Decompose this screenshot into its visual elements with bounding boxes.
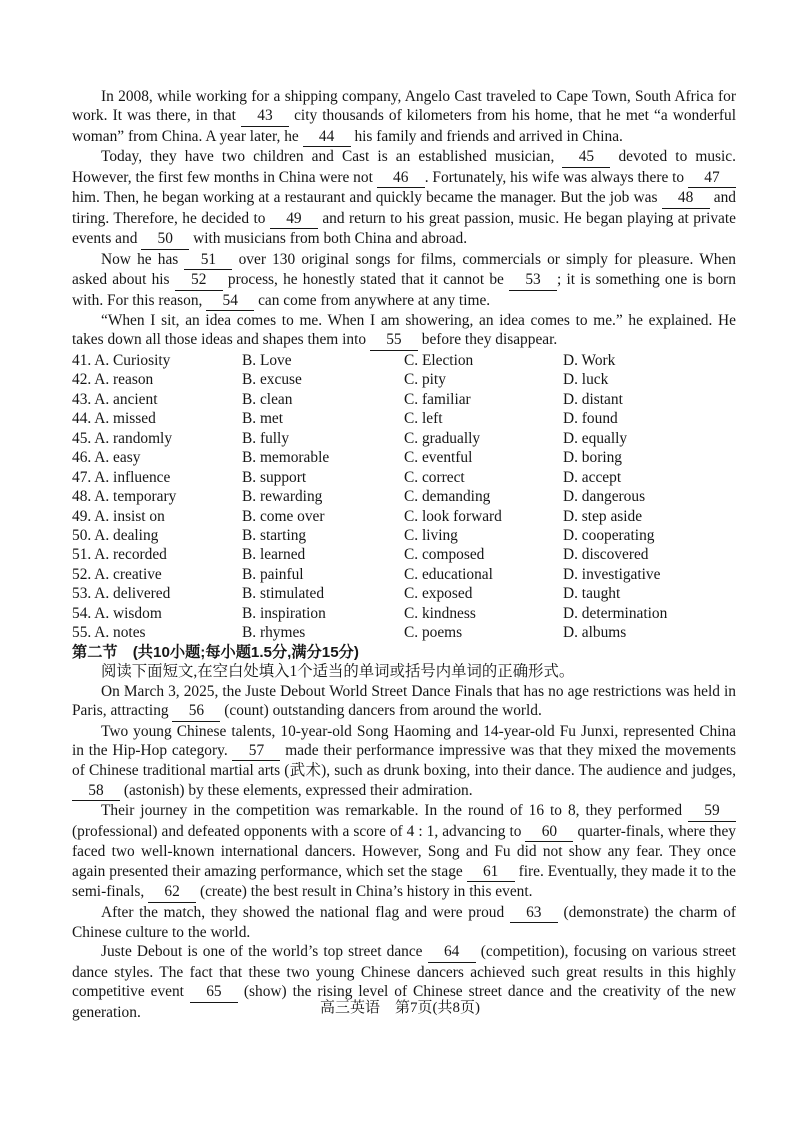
option-row-41 [72, 351, 736, 370]
blank-45: 45 [562, 147, 610, 167]
option-b: B. memorable [242, 449, 330, 467]
option-b: B. inspiration [242, 604, 326, 622]
option-row-42 [72, 370, 736, 389]
blank-64: 64 [428, 942, 476, 962]
blank-58: 58 [72, 781, 120, 801]
option-d: D. luck [563, 371, 609, 389]
question-number-and-option-a: 50. A. dealing [72, 526, 159, 544]
question-number-and-option-a: 41. A. Curiosity [72, 351, 171, 369]
option-b: B. starting [242, 526, 307, 544]
option-b: B. painful [242, 565, 304, 583]
question-number-and-option-a: 54. A. wisdom [72, 604, 162, 622]
blank-56: 56 [172, 701, 220, 721]
blank-54: 54 [206, 291, 254, 311]
option-c: C. pity [404, 371, 446, 389]
blank-62: 62 [148, 882, 196, 902]
option-row-44 [72, 409, 736, 428]
option-row-48 [72, 487, 736, 506]
option-b: B. rhymes [242, 624, 306, 642]
option-row-45 [72, 429, 736, 448]
blank-59: 59 [688, 801, 736, 821]
gap-fill-paragraph: Two young Chinese talents, 10-year-old Song Haoming and 14-year-old Fu Junxi, represented China in the Hip-Hop category. 57 made their performance impressive was that they mixed the movements of Chinese traditional martial arts (武术), such as drunk boxing, into their dance. The audience and judges, 58 (astonish) by these elements, expressed their admiration. [72, 722, 736, 802]
option-row-52 [72, 565, 736, 584]
option-d: D. accept [563, 468, 622, 486]
cloze-paragraph: Now he has 51 over 130 original songs for films, commercials or simply for pleasure. When asked about his 52 process, he honestly stated that it cannot be 53 ; it is something one is born with. For this reason, 54 can come from anywhere at any time. [72, 250, 736, 311]
page-content [72, 87, 736, 1022]
option-c: C. demanding [404, 488, 491, 506]
option-d: D. albums [563, 624, 627, 642]
option-c: C. left [404, 410, 443, 428]
option-d: D. distant [563, 390, 623, 408]
section2-title: 第二节 (共10小题;每小题1.5分,满分15分) [72, 643, 359, 661]
option-b: B. stimulated [242, 585, 325, 603]
blank-49: 49 [270, 209, 318, 229]
option-c: C. eventful [404, 449, 473, 467]
option-d: D. dangerous [563, 488, 646, 506]
option-c: C. poems [404, 624, 463, 642]
option-row-49 [72, 507, 736, 526]
option-row-55 [72, 623, 736, 642]
option-c: C. exposed [404, 585, 473, 603]
option-b: B. support [242, 468, 307, 486]
blank-51: 51 [184, 250, 232, 270]
question-number-and-option-a: 43. A. ancient [72, 390, 158, 408]
blank-53: 53 [509, 270, 557, 290]
option-c: C. composed [404, 546, 485, 564]
option-d: D. Work [563, 351, 616, 369]
question-number-and-option-a: 52. A. creative [72, 565, 162, 583]
cloze-paragraph: “When I sit, an idea comes to me. When I am showering, an idea comes to me.” he explained. He takes down all those ideas and shapes them into 55 before they disappear. [72, 311, 736, 351]
gap-fill-paragraph: After the match, they showed the national flag and were proud 63 (demonstrate) the charm of Chinese culture to the world. [72, 903, 736, 942]
question-number-and-option-a: 46. A. easy [72, 449, 141, 467]
question-number-and-option-a: 49. A. insist on [72, 507, 165, 525]
option-b: B. excuse [242, 371, 302, 389]
option-d: D. equally [563, 429, 628, 447]
option-c: C. correct [404, 468, 465, 486]
option-b: B. learned [242, 546, 306, 564]
option-row-47 [72, 468, 736, 487]
blank-48: 48 [662, 188, 710, 208]
gap-fill-paragraph: Their journey in the competition was remarkable. In the round of 16 to 8, they performed 59 (professional) and defeated opponents with a score of 4 : 1, advancing to 60 quarter-finals, where they faced two well-known international dancers. However, Song and Fu did not show any fear. They once again presented their amazing performance, which set the stage 61 fire. Eventually, they made it to the semi-finals, 62 (create) the best result in China’s history in this event. [72, 801, 736, 902]
option-row-50 [72, 526, 736, 545]
question-number-and-option-a: 55. A. notes [72, 624, 146, 642]
blank-44: 44 [303, 127, 351, 147]
question-number-and-option-a: 42. A. reason [72, 371, 154, 389]
question-number-and-option-a: 51. A. recorded [72, 546, 167, 564]
option-c: C. educational [404, 565, 493, 583]
blank-43: 43 [241, 106, 289, 126]
page-footer: 高三英语 第7页(共8页) [320, 1000, 480, 1016]
blank-46: 46 [377, 168, 425, 188]
blank-65: 65 [190, 982, 238, 1002]
cloze-passage [72, 87, 736, 351]
gap-fill-passage [72, 682, 736, 1023]
option-c: C. familiar [404, 390, 471, 408]
option-b: B. come over [242, 507, 325, 525]
option-b: B. fully [242, 429, 290, 447]
blank-63: 63 [510, 903, 558, 923]
blank-60: 60 [525, 822, 573, 842]
cloze-paragraph: In 2008, while working for a shipping company, Angelo Cast traveled to Cape Town, South Africa for work. It was there, in that 43 city thousands of kilometers from his home, that he met “a wonderful woman” from China. A year later, he 44 his family and friends and arrived in China. [72, 87, 736, 147]
option-b: B. rewarding [242, 488, 323, 506]
blank-61: 61 [467, 862, 515, 882]
option-c: C. look forward [404, 507, 502, 525]
option-d: D. step aside [563, 507, 643, 525]
option-c: C. kindness [404, 604, 476, 622]
option-b: B. clean [242, 390, 293, 408]
blank-47: 47 [688, 168, 736, 188]
question-number-and-option-a: 53. A. delivered [72, 585, 171, 603]
option-row-53 [72, 584, 736, 603]
section2-instruction: 阅读下面短文,在空白处填入1个适当的单词或括号内单词的正确形式。 [101, 663, 575, 681]
option-d: D. found [563, 410, 618, 428]
option-d: D. taught [563, 585, 621, 603]
option-row-51 [72, 545, 736, 564]
gap-fill-paragraph: On March 3, 2025, the Juste Debout World Street Dance Finals that has no age restrictions was held in Paris, attracting 56 (count) outstanding dancers from around the world. [72, 682, 736, 722]
option-row-54 [72, 604, 736, 623]
cloze-paragraph: Today, they have two children and Cast is an established musician, 45 devoted to music. However, the first few months in China were not 46 . Fortunately, his wife was always there to 47 him. Then, he began working at a restaurant and quickly became the manager. But the job was 48 and tiring. Therefore, he decided to 49 and return to his great passion, music. He began playing at private events and 50 with musicians from both China and abroad. [72, 147, 736, 249]
gap-fill-paragraph: Juste Debout is one of the world’s top street dance 64 (competition), focusing on various street dance styles. The fact that these two young Chinese dancers achieved such great results in this highly competitive event 65 (show) the rising level of Chinese street dance and the creativity of the new generation. [72, 943, 736, 1021]
option-b: B. Love [242, 351, 292, 369]
blank-55: 55 [370, 330, 418, 350]
option-c: C. gradually [404, 429, 481, 447]
blank-52: 52 [175, 270, 223, 290]
option-row-43 [72, 390, 736, 409]
question-number-and-option-a: 47. A. influence [72, 468, 171, 486]
option-d: D. discovered [563, 546, 649, 564]
question-number-and-option-a: 45. A. randomly [72, 429, 173, 447]
question-number-and-option-a: 48. A. temporary [72, 488, 177, 506]
options-table [72, 351, 736, 643]
option-d: D. determination [563, 604, 668, 622]
option-c: C. Election [404, 351, 474, 369]
option-b: B. met [242, 410, 284, 428]
blank-50: 50 [141, 229, 189, 249]
option-row-46 [72, 448, 736, 467]
option-d: D. boring [563, 449, 622, 467]
question-number-and-option-a: 44. A. missed [72, 410, 156, 428]
option-c: C. living [404, 526, 458, 544]
option-d: D. cooperating [563, 526, 655, 544]
blank-57: 57 [232, 741, 280, 761]
option-d: D. investigative [563, 565, 661, 583]
